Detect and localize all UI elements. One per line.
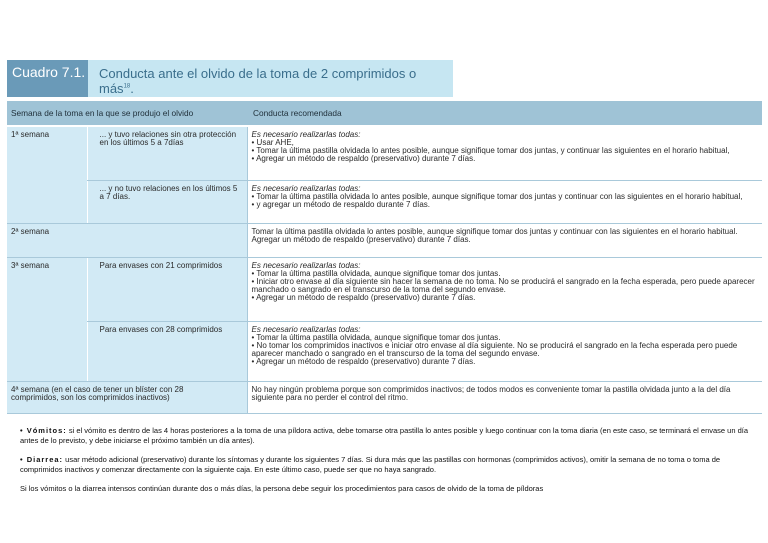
week-4-text: 4ª semana (en el caso de tener un blíster con 28 comprimidos, son los comprimidos inactivos) [11,384,184,402]
conduct-line: • Tomar la última pastilla olvidada, aunque signifique tomar dos juntas. [251,332,501,342]
condition-cell [87,180,247,223]
week-cell: 2ª semana [7,223,247,257]
conduct-cell [247,126,762,180]
note-final: Si los vómitos o la diarrea intensos continúan durante dos o más días, la persona debe seguir los procedimientos para casos de olvido de la toma de píldoras [20,484,544,493]
table-row [7,381,762,413]
conduct-line: • Usar AHE, [251,138,294,147]
conduct-intro: Es necesario realizarlas todas: [251,260,361,270]
conduct-line: • Tomar la última pastilla olvidada lo antes posible, aunque signifique tomar dos juntas, y continuar las siguientes en el horario habitual, [251,146,730,155]
table-number: Cuadro 7.1. [7,60,88,97]
table-row [7,321,762,381]
missed-pill-table [7,101,762,414]
notes-section [20,426,760,503]
conduct-line: • Tomar la última pastilla olvidada lo antes posible, aunque signifique tomar dos juntas y continuar con las siguientes en el horario habitual, [251,191,743,201]
table-row [7,257,762,321]
week-cell [7,381,247,413]
table-title-bar [7,60,453,97]
table-row [7,126,762,180]
conduct-cell [247,257,762,321]
conduct-intro: Es necesario realizarlas todas: [251,183,361,193]
table-title-text: Conducta ante el olvido de la toma de 2 comprimidos o más [99,66,417,96]
week-cell: 1ª semana [7,126,87,223]
conduct-text: No hay ningún problema porque son comprimidos inactivos; de todos modos es conveniente tomar la pastilla olvidada junto a la del día siguiente para no perder el control del ritmo. [251,384,731,402]
condition-text: Para envases con 21 comprimidos [99,260,223,270]
condition-cell [87,321,247,381]
conduct-line: • Agregar un método de respaldo (preservativo) durante 7 días. [251,356,476,366]
conduct-cell [247,321,762,381]
condition-text: Para envases con 28 comprimidos [99,324,223,334]
conduct-intro: Es necesario realizarlas todas: [251,130,361,139]
condition-cell [87,257,247,321]
conduct-cell [247,223,762,257]
note-diarrea-label: • Diarrea: [20,455,64,464]
conduct-line: • Iniciar otro envase al día siguiente sin hacer la semana de no toma. No se producirá el sangrado en la fecha esperada, pero puede aparecer manchado o sangrado en el transcurso de la toma del segundo envase. [251,276,755,294]
note-diarrea [20,455,760,475]
conduct-line: • No tomar los comprimidos inactivos e iniciar otro envase al día siguiente. No se producirá el sangrado en la fecha esperada pero puede aparecer manchado o sangrado en el transcurso de la toma del segundo envase. [251,340,738,358]
condition-cell [87,126,247,180]
conduct-text: Tomar la última pastilla olvidada lo antes posible, aunque signifique tomar dos juntas y continuar con las siguientes en el horario habitual. Agregar un método de respaldo (preservativo) durante 7 días. [251,226,738,244]
table-row [7,223,762,257]
conduct-line: • Agregar un método de respaldo (preservativo) durante 7 días. [251,292,476,302]
conduct-cell [247,381,762,413]
header-conduct: Conducta recomendada [247,101,762,126]
condition-text: ... y tuvo relaciones sin otra protección en los últimos 5 a 7días [99,130,237,147]
conduct-line: • Agregar un método de respaldo (preservativo) durante 7 días. [251,154,476,163]
conduct-cell [247,180,762,223]
condition-text: ... y no tuvo relaciones en los últimos 5 a 7 días. [99,183,238,201]
conduct-line: • y agregar un método de respaldo durante 7 días. [251,199,430,209]
conduct-line: • Tomar la última pastilla olvidada, aunque signifique tomar dos juntas. [251,268,501,278]
week-cell: 3ª semana [7,257,87,381]
note-vomitos [20,426,760,446]
table-row [7,180,762,223]
note-diarrea-text: usar método adicional (preservativo) durante los síntomas y durante los siguientes 7 días. Si dura más que las pastillas con hormonas (comprimidos activos), omitir la semana de no toma o toma de comprimidos inactivos y comenzar directamente con la siguiente caja. En este último caso, puede ser que no haya sangrado. [20,455,721,474]
note-vomitos-text: si el vómito es dentro de las 4 horas posteriores a la toma de una píldora activa, debe tomarse otra pastilla lo antes posible y luego continuar con la toma diaria (en este caso, se terminará el envase un día antes de lo previsto, y debe iniciarse el próximo también un día antes). [20,426,749,445]
conduct-intro: Es necesario realizarlas todas: [251,324,361,334]
table-header-row [7,101,762,126]
title-reference: 18 [123,83,131,90]
note-vomitos-label: • Vómitos: [20,426,67,435]
table-title: Conducta ante el olvido de la toma de 2 comprimidos o más$^{18}$. [88,60,453,97]
header-week: Semana de la toma en la que se produjo el olvido [7,101,247,126]
